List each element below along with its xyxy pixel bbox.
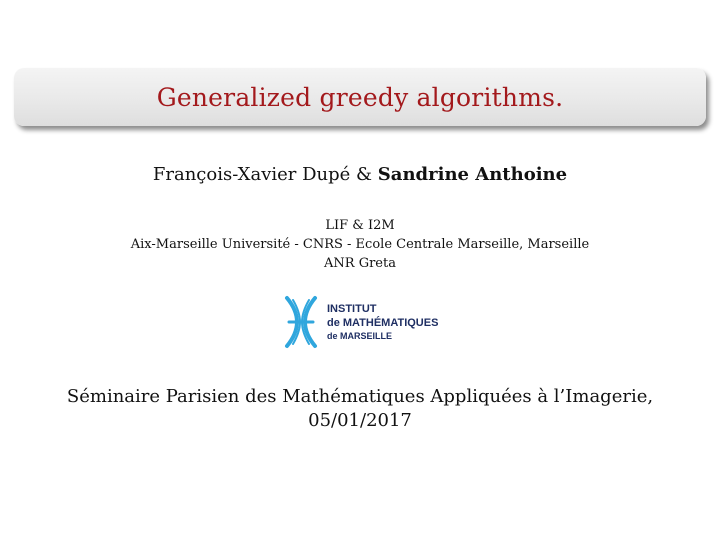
title-box (14, 68, 706, 126)
logo-line-2: de MATHÉMATIQUES (327, 316, 439, 329)
slide-title: Generalized greedy algorithms. (156, 82, 564, 112)
author-first: François-Xavier Dupé (152, 164, 351, 185)
author-second: Sandrine Anthoine (377, 164, 568, 185)
author-separator: & (350, 164, 378, 185)
logo-line-1: INSTITUT (327, 302, 377, 315)
institute-logo (283, 293, 443, 351)
logo-text (327, 302, 438, 343)
event-name: Séminaire Parisien des Mathématiques Appliquées à l’Imagerie, (66, 386, 654, 407)
affiliation (0, 216, 720, 273)
affiliation-line-3: ANR Greta (324, 256, 396, 271)
affiliation-line-1: LIF & I2M (325, 218, 395, 233)
affiliation-line-2: Aix-Marseille Université - CNRS - Ecole Centrale Marseille, Marseille (130, 237, 590, 252)
event-date: 05/01/2017 (308, 410, 412, 431)
authors (0, 164, 720, 185)
logo-line-3: de MARSEILLE (327, 330, 393, 341)
institute-logo-icon (283, 294, 319, 350)
event-info (0, 385, 720, 433)
